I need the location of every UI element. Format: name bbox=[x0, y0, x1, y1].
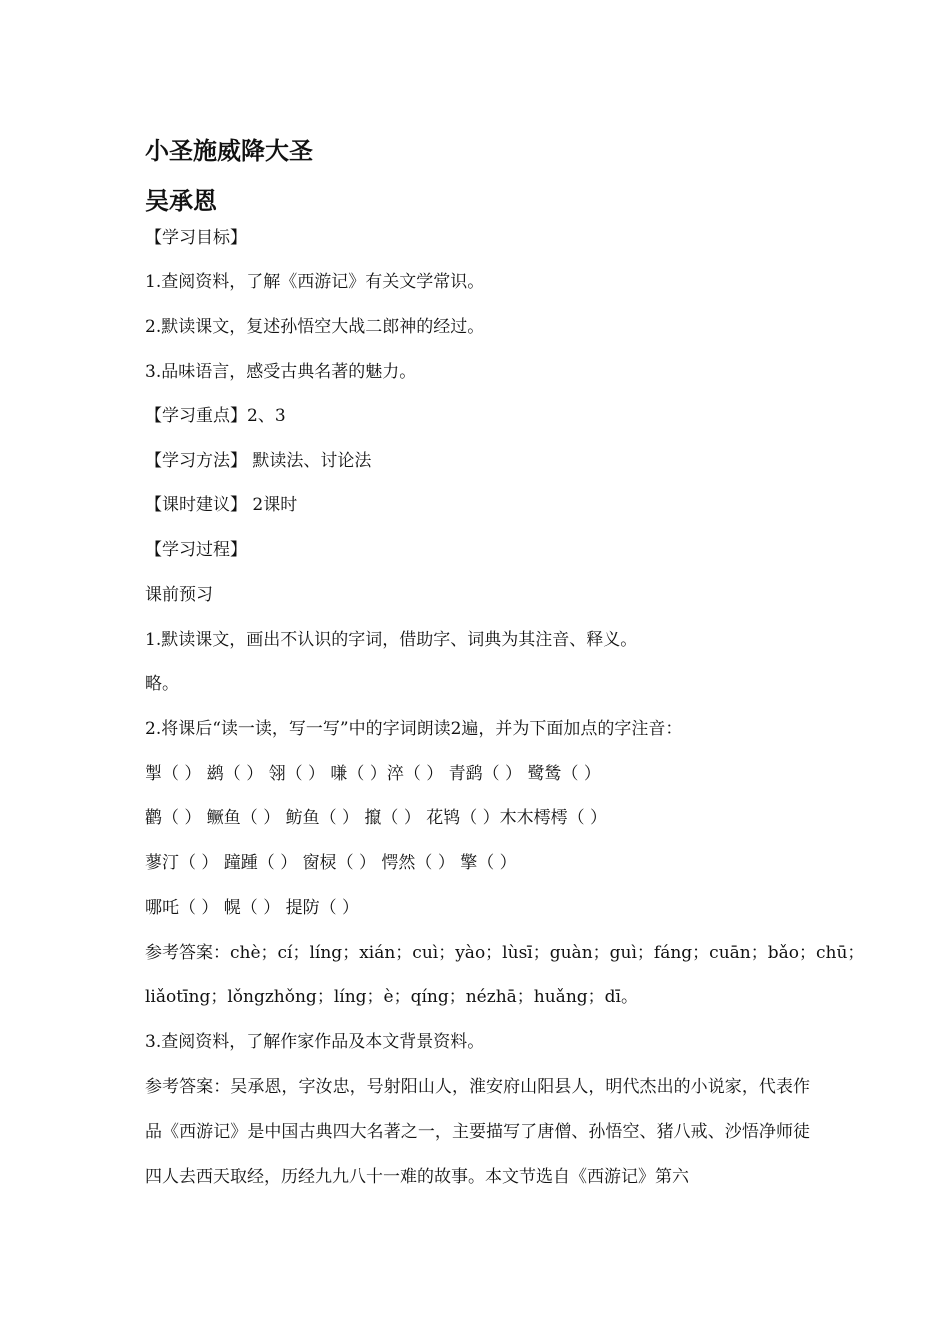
subheading-preview: 课前预习 bbox=[145, 585, 213, 605]
lesson-hours-line: 【课时建议】 2课时 bbox=[145, 495, 298, 515]
section-heading-goals: 【学习目标】 bbox=[145, 228, 247, 248]
pinyin-answer-line-2: liǎotīng；lǒngzhǒng；líng；è；qíng；nézhā；huǎng；dī。 bbox=[145, 987, 638, 1007]
document-author: 吴承恩 bbox=[145, 187, 217, 215]
preview-task-2: 2.将课后“读一读，写一写”中的字词朗读2遍，并为下面加点的字注音： bbox=[145, 719, 683, 739]
author-background-answer: 参考答案：吴承恩，字汝忠，号射阳山人，淮安府山阳县人，明代杰出的小说家，代表作品《西游记》是中国古典四大名著之一，主要描写了唐僧、孙悟空、猪八戒、沙悟净师徒四人去西天取经，历经九九八十一难的故事。本文节选自《西游记》第六 bbox=[145, 1077, 810, 1187]
pinyin-row-3: 蓼汀（ ） 蹱踵（ ） 窗棂（ ） 愕然（ ） 擎（ ） bbox=[145, 853, 517, 873]
key-points-line: 【学习重点】2、3 bbox=[145, 406, 286, 426]
study-methods-line: 【学习方法】 默读法、讨论法 bbox=[145, 451, 372, 471]
pinyin-row-2: 鹳（ ） 鳜鱼（ ） 鲂鱼（ ） 攛（ ） 花鸨（ ）木木樗樗（ ） bbox=[145, 808, 608, 828]
pinyin-answer-line-1: 参考答案：chè；cí；líng；xián；cuì；yào；lùsī；guàn；guì；fáng；cuān；bǎo；chū； bbox=[145, 943, 865, 963]
pinyin-row-4: 哪吒（ ） 幌（ ） 提防（ ） bbox=[145, 898, 360, 918]
preview-task-1: 1.默读课文，画出不认识的字词，借助字、词典为其注音、释义。 bbox=[145, 630, 638, 650]
goal-item-3: 3.品味语言，感受古典名著的魅力。 bbox=[145, 362, 417, 382]
preview-task-3: 3.查阅资料，了解作家作品及本文背景资料。 bbox=[145, 1032, 485, 1052]
goal-item-1: 1.查阅资料，了解《西游记》有关文学常识。 bbox=[145, 272, 485, 292]
preview-task-1-answer: 略。 bbox=[145, 674, 179, 694]
goal-item-2: 2.默读课文，复述孙悟空大战二郎神的经过。 bbox=[145, 317, 485, 337]
document-title: 小圣施威降大圣 bbox=[145, 137, 313, 165]
section-heading-process: 【学习过程】 bbox=[145, 540, 247, 560]
pinyin-row-1: 掣（ ） 鹚（ ） 翎（ ） 嗛（ ）淬（ ） 青鹞（ ） 鹭鸶（ ） bbox=[145, 764, 601, 784]
